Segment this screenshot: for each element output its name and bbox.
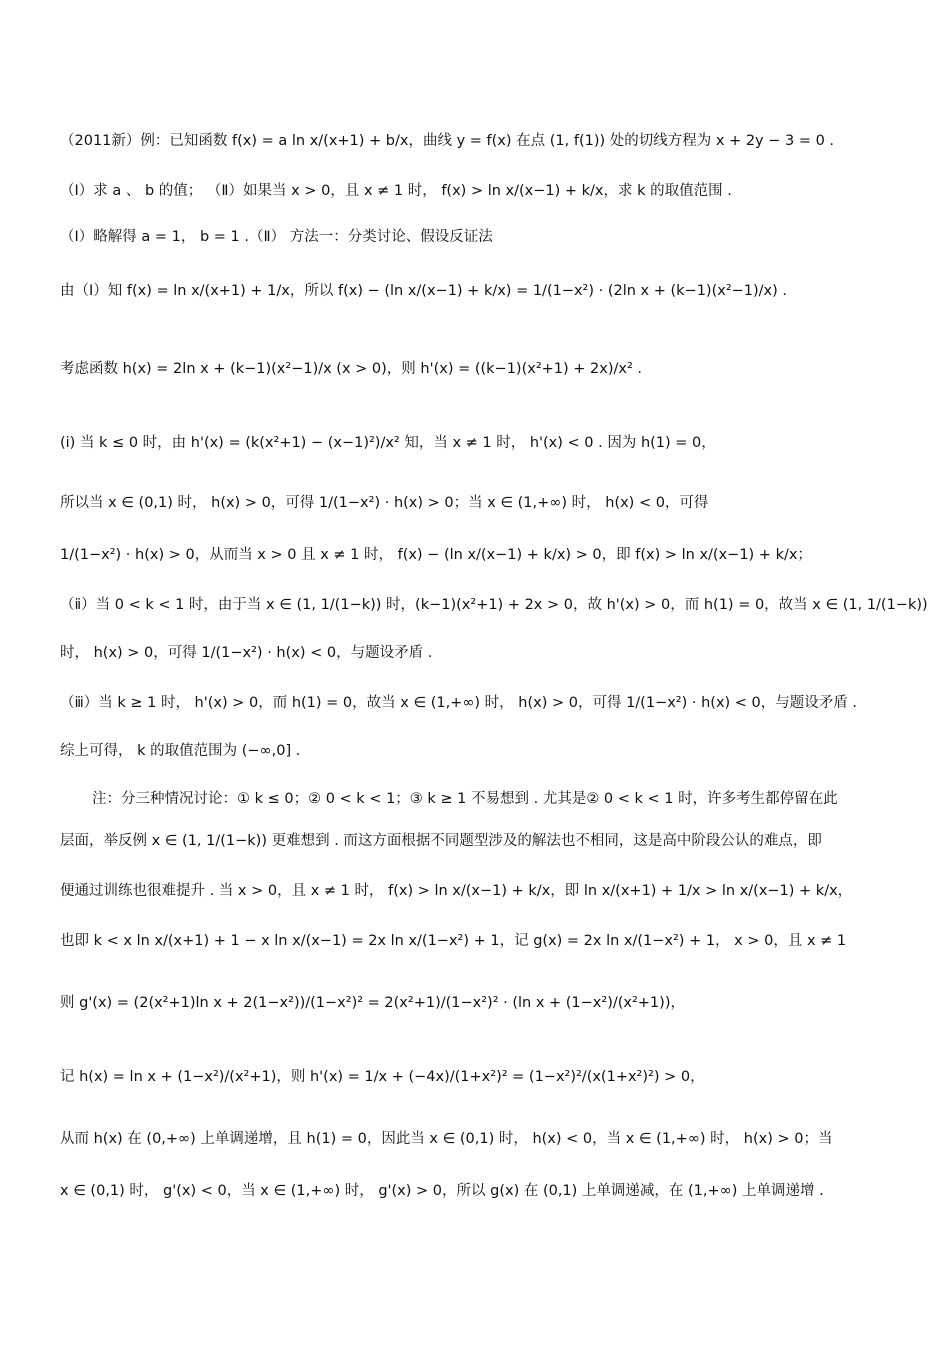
case-two-conclusion: 时， h(x) > 0，可得 1/(1−x²) · h(x) < 0，与题设矛盾 . (60, 645, 433, 661)
problem-statement: （2011新）例：已知函数 f(x) = a ln x/(x+1) + b/x，曲线 y = f(x) 在点 (1, f(1)) 处的切线方程为 x + 2y − 3 = 0 . (60, 133, 835, 149)
case-one-conclusion: 1/(1−x²) · h(x) > 0，从而当 x > 0 且 x ≠ 1 时， f(x) − (ln x/(x−1) + k/x) > 0，即 f(x) > ln x/(x−1) + k/x； (60, 547, 812, 563)
note-paragraph: 层面，举反例 x ∈ (1, 1/(1−k)) 更难想到 . 而这方面根据不同题型涉及的解法也不相同，这是高中阶段公认的难点，即 (60, 833, 822, 849)
method-two: 记 h(x) = ln x + (1−x²)/(x²+1)，则 h'(x) = 1/x + (−4x)/(1+x²)² = (1−x²)²/(x(1+x²)²) > 0， (60, 1069, 705, 1085)
derivation-line: 考虑函数 h(x) = 2ln x + (k−1)(x²−1)/x (x > 0)，则 h'(x) = ((k−1)(x²+1) + 2x)/x² . (60, 361, 642, 377)
final-answer: 综上可得， k 的取值范围为 (−∞,0] . (60, 743, 301, 759)
part-one-answer: （Ⅰ）略解得 a = 1， b = 1 .（Ⅱ） 方法一：分类讨论、假设反证法 (60, 229, 493, 245)
case-two: （ⅱ）当 0 < k < 1 时，由于当 x ∈ (1, 1/(1−k)) 时，(k−1)(x²+1) + 2x > 0，故 h'(x) > 0，而 h(1) = 0，故当 x ∈ (1, 1/(1−k)) (60, 597, 928, 613)
method-two: 则 g'(x) = (2(x²+1)ln x + 2(1−x²))/(1−x²)² = 2(x²+1)/(1−x²)² · (ln x + (1−x²)/(x²+1))， (60, 995, 685, 1011)
method-two: 便通过训练也很难提升 . 当 x > 0，且 x ≠ 1 时， f(x) > ln x/(x−1) + k/x，即 ln x/(x+1) + 1/x > ln x/(x−1) + k/x， (60, 883, 853, 899)
method-two: x ∈ (0,1) 时， g'(x) < 0，当 x ∈ (1,+∞) 时， g'(x) > 0，所以 g(x) 在 (0,1) 上单调递减，在 (1,+∞) 上单调递增 . (60, 1183, 824, 1199)
problem-questions: （Ⅰ）求 a 、 b 的值； （Ⅱ）如果当 x > 0，且 x ≠ 1 时， f(x) > ln x/(x−1) + k/x，求 k 的取值范围 . (60, 183, 732, 199)
method-two: 也即 k < x ln x/(x+1) + 1 − x ln x/(x−1) = 2x ln x/(1−x²) + 1，记 g(x) = 2x ln x/(1−x²) + 1， x > 0，且 x ≠ 1 (60, 933, 847, 949)
derivation-line: 由（Ⅰ）知 f(x) = ln x/(x+1) + 1/x，所以 f(x) − (ln x/(x−1) + k/x) = 1/(1−x²) · (2ln x + (k−1)(x²−1)/x) . (60, 283, 788, 299)
method-two: 从而 h(x) 在 (0,+∞) 上单调递增，且 h(1) = 0，因此当 x ∈ (0,1) 时， h(x) < 0，当 x ∈ (1,+∞) 时， h(x) > 0；当 (60, 1131, 833, 1147)
case-three: （ⅲ）当 k ≥ 1 时， h'(x) > 0，而 h(1) = 0，故当 x ∈ (1,+∞) 时， h(x) > 0，可得 1/(1−x²) · h(x) < 0，与题设矛盾 . (60, 695, 857, 711)
note-paragraph: 注：分三种情况讨论：① k ≤ 0；② 0 < k < 1；③ k ≥ 1 不易想到 . 尤其是② 0 < k < 1 时，许多考生都停留在此 (92, 791, 838, 807)
case-one-continued: 所以当 x ∈ (0,1) 时， h(x) > 0，可得 1/(1−x²) · h(x) > 0；当 x ∈ (1,+∞) 时， h(x) < 0，可得 (60, 495, 709, 511)
case-one: (i) 当 k ≤ 0 时，由 h'(x) = (k(x²+1) − (x−1)²)/x² 知，当 x ≠ 1 时， h'(x) < 0 . 因为 h(1) = 0， (60, 435, 716, 451)
